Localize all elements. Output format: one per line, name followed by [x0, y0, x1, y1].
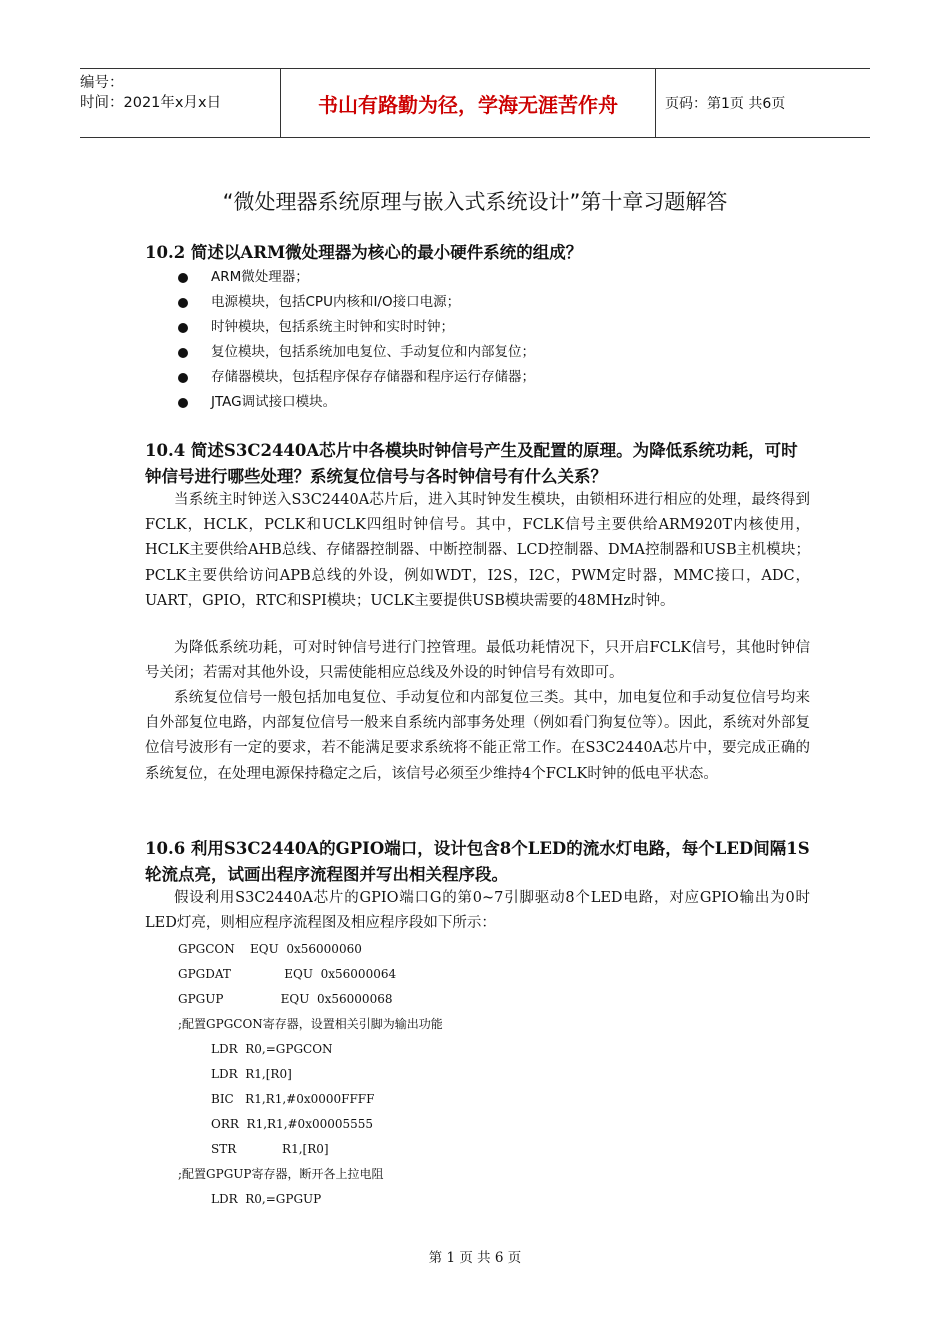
header-motto: 书山有路勤为径，学海无涯苦作舟	[280, 69, 656, 137]
code-line: ORR R1,R1,#0x00005555	[211, 1117, 374, 1131]
code-line: LDR R1,[R0]	[211, 1067, 292, 1081]
list-item: 复位模块，包括系统加电复位、手动复位和内部复位；	[178, 340, 535, 365]
list-item: ARM微处理器；	[178, 265, 535, 290]
code-line: GPGDAT EQU 0x56000064	[178, 967, 397, 981]
code-line: LDR R0,=GPGUP	[211, 1192, 322, 1206]
question-10-2-heading: 10.2 简述以ARM微处理器为核心的最小硬件系统的组成？	[145, 243, 583, 262]
number-label: 编号：	[80, 75, 124, 91]
question-10-6-heading: 10.6 利用S3C2440A的GPIO端口，设计包含8个LED的流水灯电路，每个LED间隔1S轮流点亮，试画出程序流程图并写出相关程序段。	[145, 839, 810, 884]
list-item: 时钟模块，包括系统主时钟和实时时钟；	[178, 315, 535, 340]
list-item: 存储器模块，包括程序保存存储器和程序运行存储器；	[178, 365, 535, 390]
code-line: ;配置GPGCON寄存器，设置相关引脚为输出功能	[178, 1017, 443, 1031]
code-line: ;配置GPGUP寄存器，断开各上拉电阻	[178, 1167, 384, 1181]
code-line: GPGUP EQU 0x56000068	[178, 992, 393, 1006]
paragraph: 为降低系统功耗，可对时钟信号进行门控管理。最低功耗情况下，只开启FCLK信号，其他时钟信号关闭；若需对其他外设，只需使能相应总线及外设的时钟信号有效即可。	[145, 640, 810, 682]
code-block	[178, 937, 443, 1212]
header-page-info: 页码：第1页 共6页	[665, 96, 786, 112]
answer-bullet-list	[178, 265, 535, 415]
paragraph: 假设利用S3C2440A芯片的GPIO端口G的第0~7引脚驱动8个LED电路，对应GPIO输出为0时LED灯亮，则相应程序流程图及相应程序段如下所示：	[145, 890, 810, 932]
page-header	[80, 68, 870, 138]
list-item: JTAG调试接口模块。	[178, 390, 535, 415]
paragraph: 系统复位信号一般包括加电复位、手动复位和内部复位三类。其中，加电复位和手动复位信号均来自外部复位电路，内部复位信号一般来自系统内部事务处理（例如看门狗复位等）。因此，系统对外部复位信号波形有一定的要求，若不能满足要求系统将不能正常工作。在S3C2440A芯片中，要完成正确的系统复位，在处理电源保持稳定之后，该信号必须至少维持4个FCLK时钟的低电平状态。	[145, 690, 810, 782]
code-line: GPGCON EQU 0x56000060	[178, 942, 362, 956]
code-line: LDR R0,=GPGCON	[211, 1042, 333, 1056]
list-item: 电源模块，包括CPU内核和I/O接口电源；	[178, 290, 535, 315]
question-10-4-heading: 10.4 简述S3C2440A芯片中各模块时钟信号产生及配置的原理。为降低系统功耗，可时钟信号进行哪些处理？系统复位信号与各时钟信号有什么关系？	[145, 441, 798, 486]
paragraph: 当系统主时钟送入S3C2440A芯片后，进入其时钟发生模块，由锁相环进行相应的处理，最终得到FCLK，HCLK，PCLK和UCLK四组时钟信号。其中，FCLK信号主要供给ARM920T内核使用，HCLK主要供给AHB总线、存储器控制器、中断控制器、LCD控制器、DMA控制器和USB主机模块；PCLK主要供给访问APB总线的外设，例如WDT，I2S，I2C，PWM定时器，MMC接口，ADC，UART，GPIO，RTC和SPI模块；UCLK主要提供USB模块需要的48MHz时钟。	[145, 492, 810, 609]
time-label: 时间：2021年x月x日	[80, 95, 222, 111]
document-title: “微处理器系统原理与嵌入式系统设计”第十章习题解答	[222, 190, 728, 214]
page-footer: 第 1 页 共 6 页	[428, 1250, 522, 1266]
code-line: BIC R1,R1,#0x0000FFFF	[211, 1092, 375, 1106]
code-line: STR R1,[R0]	[211, 1142, 329, 1156]
header-left-cell	[80, 69, 280, 137]
